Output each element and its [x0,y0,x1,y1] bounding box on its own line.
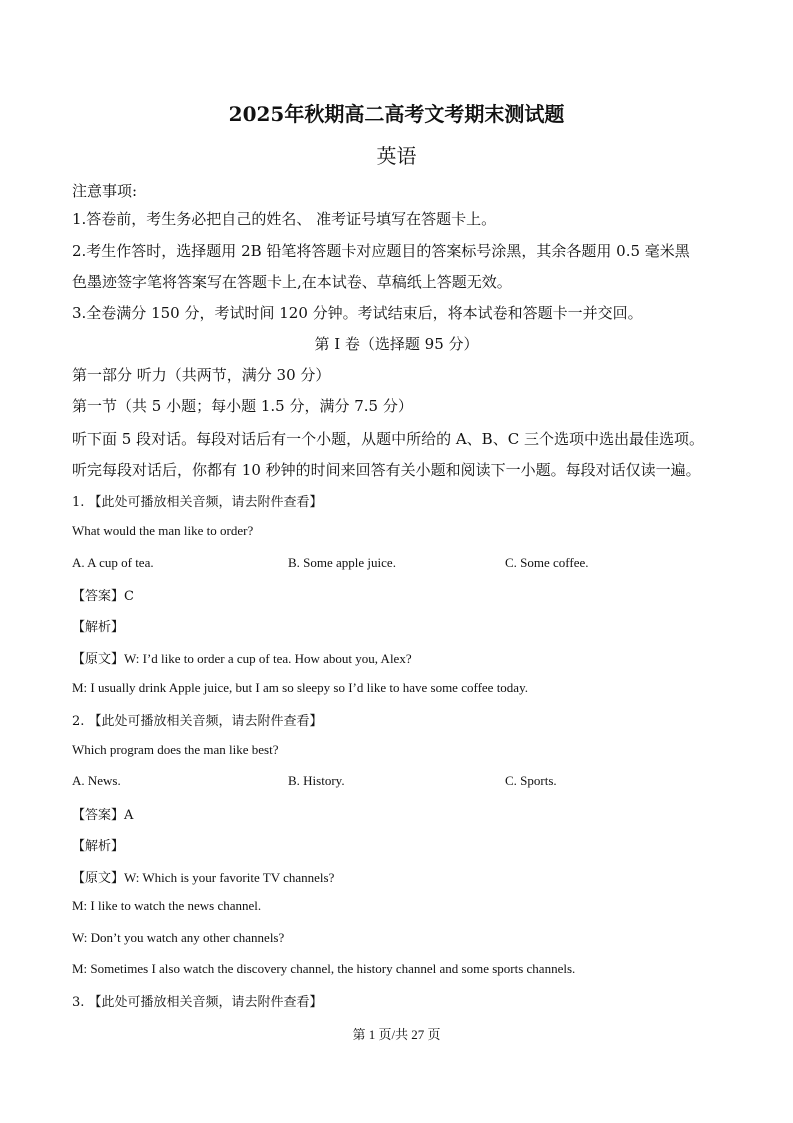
q2-transcript-line-1: 【原文】W: Which is your favorite TV channels? [72,870,335,885]
instruction-line-1: 听下面 5 段对话。每段对话后有一个小题，从题中所给的 A、B、C 三个选项中选出最佳选项。 [72,430,704,448]
q1-prompt: What would the man like to order? [72,523,254,538]
q2-transcript-line-3: W: Don’t you watch any other channels? [72,930,285,945]
section-heading: 第一节（共 5 小题；每小题 1.5 分，满分 7.5 分） [72,397,413,415]
note-item-2-continued: 色墨迹签字笔将答案写在答题卡上,在本试卷、草稿纸上答题无效。 [72,273,512,291]
notes-heading: 注意事项: [72,182,138,200]
q2-transcript-line-2: M: I like to watch the news channel. [72,898,262,913]
q2-audio-note: 2. 【此处可播放相关音频，请去附件查看】 [72,714,323,729]
page-footer: 第 1 页/共 27 页 [352,1027,441,1042]
q1-transcript-line-2: M: I usually drink Apple juice, but I am so sleepy so I’d like to have some coffee today. [72,680,528,695]
exam-title: 2025年秋期高二高考文考期末测试题 [228,102,565,126]
note-item-1: 1.答卷前，考生务必把自己的姓名、 准考证号填写在答题卡上。 [72,210,497,228]
q1-option-b: B. Some apple juice. [288,555,396,570]
volume-heading: 第 I 卷（选择题 95 分） [314,335,479,353]
q3-audio-note: 3. 【此处可播放相关音频，请去附件查看】 [72,995,323,1010]
q2-answer: 【答案】A [72,808,134,823]
subject-title: 英语 [376,144,417,168]
q2-transcript-line-4: M: Sometimes I also watch the discovery channel, the history channel and some sports channels. [72,961,576,976]
q2-prompt: Which program does the man like best? [72,742,279,757]
q2-option-c: C. Sports. [505,773,557,788]
q1-analysis: 【解析】 [72,620,125,635]
q2-analysis: 【解析】 [72,839,125,854]
q1-transcript-line-1: 【原文】W: I’d like to order a cup of tea. How about you, Alex? [72,651,412,666]
note-item-3: 3.全卷满分 150 分，考试时间 120 分钟。考试结束后，将本试卷和答题卡一并交回。 [72,304,643,322]
note-item-2: 2.考生作答时，选择题用 2B 铅笔将答题卡对应题目的答案标号涂黑，其余各题用 0.5 毫米黑 [72,242,690,260]
part-heading: 第一部分 听力（共两节，满分 30 分） [72,366,331,384]
q1-option-a: A. A cup of tea. [72,555,154,570]
q1-answer: 【答案】C [72,589,134,604]
q1-audio-note: 1. 【此处可播放相关音频，请去附件查看】 [72,495,323,510]
q1-option-c: C. Some coffee. [505,555,589,570]
instruction-line-2: 听完每段对话后，你都有 10 秒钟的时间来回答有关小题和阅读下一小题。每段对话仅读一遍。 [72,461,701,479]
q2-option-b: B. History. [288,773,345,788]
q2-option-a: A. News. [72,773,121,788]
